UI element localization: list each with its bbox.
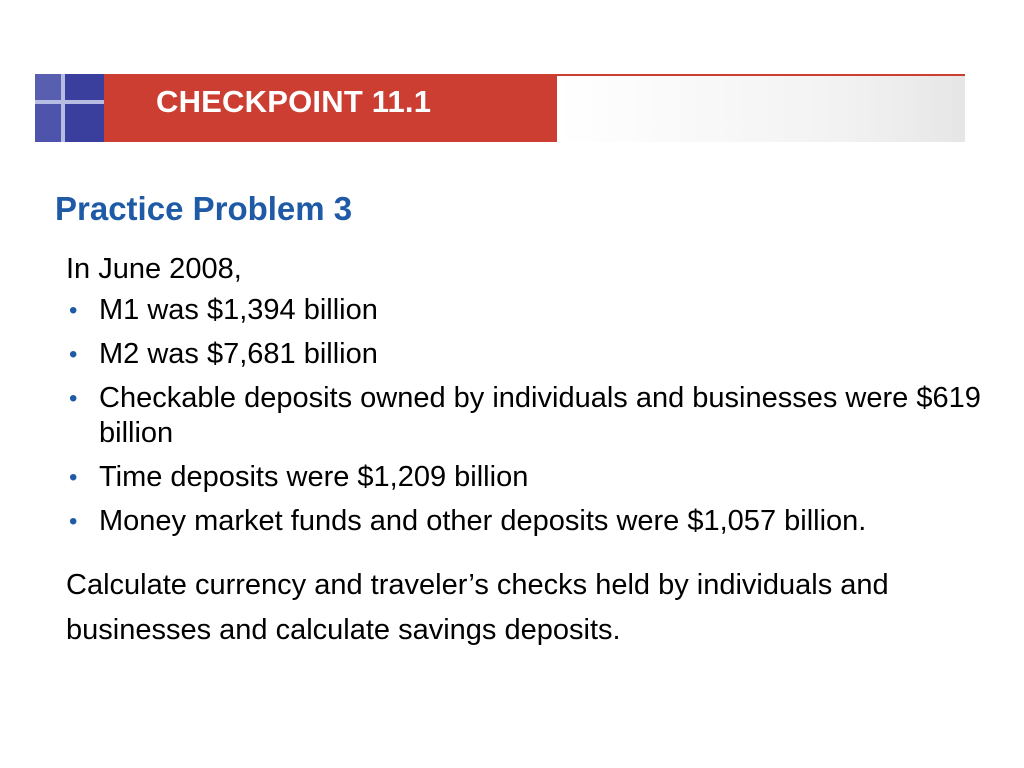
bullet-text: M1 was $1,394 billion xyxy=(99,294,378,326)
title-banner xyxy=(104,74,557,142)
bullet-text: Money market funds and other deposits were $1,057 billion. xyxy=(99,505,867,537)
slide-body xyxy=(66,252,986,653)
bullet-icon: • xyxy=(69,385,78,412)
bullet-icon: • xyxy=(69,341,78,368)
banner-top-line xyxy=(557,74,965,76)
bullet-item xyxy=(66,460,986,495)
header-bar xyxy=(35,74,965,142)
banner-fade-strip xyxy=(557,74,965,142)
question-text: Calculate currency and traveler’s checks held by individuals and businesses and calculate savings deposits. xyxy=(66,569,889,646)
bullet-text: Time deposits were $1,209 billion xyxy=(99,461,529,493)
bullet-text: M2 was $7,681 billion xyxy=(99,338,378,370)
slide-subtitle: Practice Problem 3 xyxy=(55,190,353,227)
bullet-item xyxy=(66,381,986,451)
intro-text: In June 2008, xyxy=(66,253,242,285)
bullet-list xyxy=(66,293,986,539)
bullet-item xyxy=(66,293,986,328)
bullet-item xyxy=(66,504,986,539)
bullet-icon: • xyxy=(69,508,78,535)
bullet-item xyxy=(66,337,986,372)
banner-title: CHECKPOINT 11.1 xyxy=(156,84,432,119)
bullet-icon: • xyxy=(69,297,78,324)
logo-grid-icon xyxy=(35,74,104,142)
bullet-icon: • xyxy=(69,464,78,491)
bullet-text: Checkable deposits owned by individuals and businesses were $619 billion xyxy=(99,382,981,449)
